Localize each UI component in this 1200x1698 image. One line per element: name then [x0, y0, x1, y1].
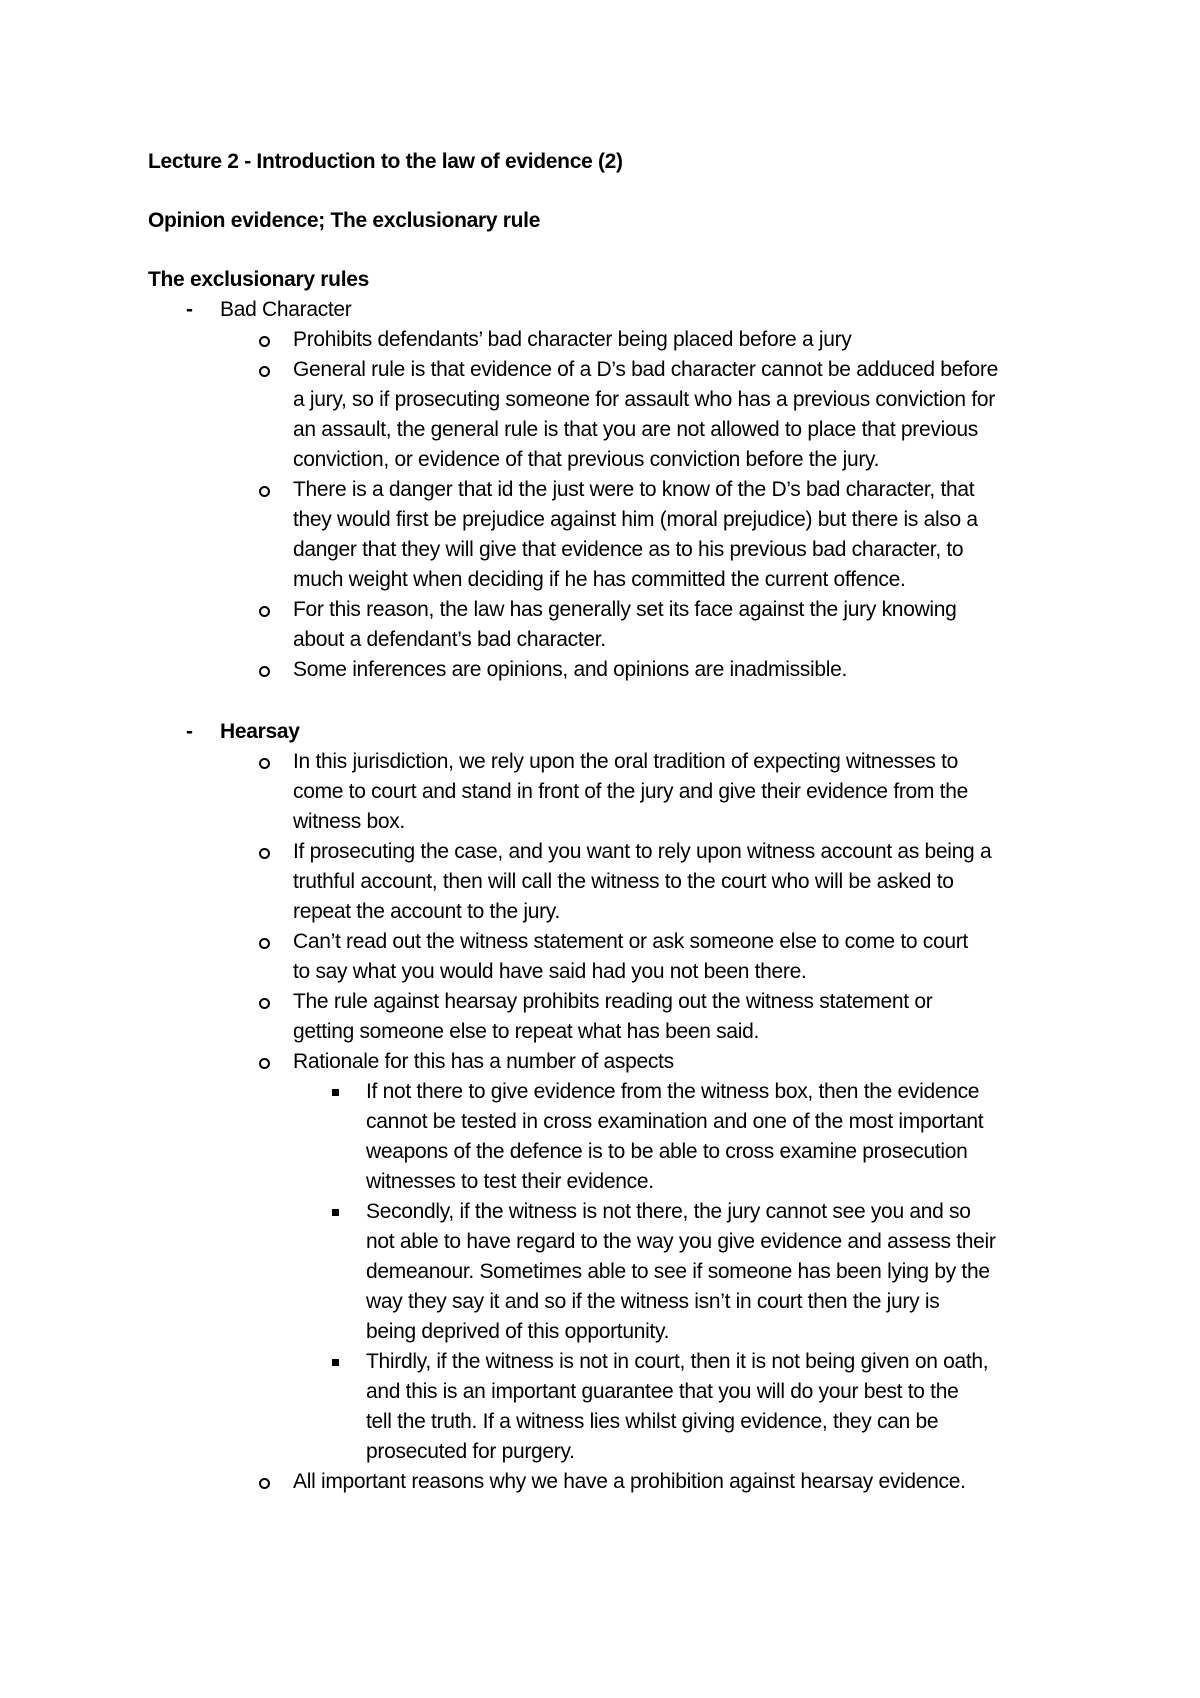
bad-character-heading: Bad Character — [220, 298, 352, 321]
circle-bullet-icon — [259, 848, 270, 859]
hearsay-point-1: witness box. — [293, 810, 405, 833]
hearsay-final-point: All important reasons why we have a prohibition against hearsay evidence. — [293, 1470, 966, 1493]
hearsay-sub-point-3: Thirdly, if the witness is not in court, then it is not being given on oath, — [366, 1350, 989, 1373]
circle-bullet-icon — [259, 486, 270, 497]
bad-character-point-2: a jury, so if prosecuting someone for assault who has a previous conviction for — [293, 388, 995, 411]
bad-character-point-3: danger that they will give that evidence as to his previous bad character, to — [293, 538, 964, 561]
hearsay-sub-point-3: and this is an important guarantee that you will do your best to the — [366, 1380, 959, 1403]
bad-character-point-5: Some inferences are opinions, and opinions are inadmissible. — [293, 658, 848, 681]
bad-character-point-4: about a defendant’s bad character. — [293, 628, 606, 651]
bad-character-point-3: they would first be prejudice against him (moral prejudice) but there is also a — [293, 508, 978, 531]
square-bullet-icon — [332, 1209, 339, 1216]
hearsay-heading: Hearsay — [220, 720, 300, 743]
hearsay-point-2: truthful account, then will call the witness to the court who will be asked to — [293, 870, 954, 893]
circle-bullet-icon — [259, 998, 270, 1009]
square-bullet-icon — [332, 1089, 339, 1096]
hearsay-point-4: getting someone else to repeat what has been said. — [293, 1020, 759, 1043]
hearsay-sub-point-1: If not there to give evidence from the witness box, then the evidence — [366, 1080, 980, 1103]
bad-character-point-2: conviction, or evidence of that previous conviction before the jury. — [293, 448, 880, 471]
bad-character-point-2: an assault, the general rule is that you are not allowed to place that previous — [293, 418, 978, 441]
circle-bullet-icon — [259, 366, 270, 377]
hearsay-sub-point-2: Secondly, if the witness is not there, the jury cannot see you and so — [366, 1200, 971, 1223]
hearsay-point-3: to say what you would have said had you not been there. — [293, 960, 807, 983]
hearsay-sub-point-2: demeanour. Sometimes able to see if someone has been lying by the — [366, 1260, 990, 1283]
bad-character-point-2: General rule is that evidence of a D’s bad character cannot be adduced before — [293, 358, 998, 381]
hearsay-point-2: If prosecuting the case, and you want to rely upon witness account as being a — [293, 840, 992, 863]
hearsay-point-1: In this jurisdiction, we rely upon the oral tradition of expecting witnesses to — [293, 750, 958, 773]
document-subtitle: Opinion evidence; The exclusionary rule — [148, 209, 541, 232]
bad-character-point-3: There is a danger that id the just were to know of the D’s bad character, that — [293, 478, 975, 501]
hearsay-sub-point-1: cannot be tested in cross examination and one of the most important — [366, 1110, 984, 1133]
circle-bullet-icon — [259, 938, 270, 949]
bad-character-point-3: much weight when deciding if he has committed the current offence. — [293, 568, 906, 591]
circle-bullet-icon — [259, 666, 270, 677]
document-title: Lecture 2 - Introduction to the law of evidence (2) — [148, 150, 623, 173]
hearsay-point-5: Rationale for this has a number of aspects — [293, 1050, 674, 1073]
hearsay-sub-point-3: prosecuted for purgery. — [366, 1440, 575, 1463]
bad-character-point-1: Prohibits defendants’ bad character being placed before a jury — [293, 328, 852, 351]
hearsay-point-1: come to court and stand in front of the jury and give their evidence from the — [293, 780, 968, 803]
hearsay-sub-point-1: witnesses to test their evidence. — [366, 1170, 654, 1193]
hearsay-sub-point-2: way they say it and so if the witness isn’t in court then the jury is — [366, 1290, 940, 1313]
circle-bullet-icon — [259, 758, 270, 769]
section-heading: The exclusionary rules — [148, 268, 369, 291]
circle-bullet-icon — [259, 336, 270, 347]
circle-bullet-icon — [259, 1058, 270, 1069]
hearsay-dash: - — [186, 720, 193, 743]
circle-bullet-icon — [259, 1478, 270, 1489]
hearsay-point-4: The rule against hearsay prohibits reading out the witness statement or — [293, 990, 933, 1013]
hearsay-sub-point-3: tell the truth. If a witness lies whilst giving evidence, they can be — [366, 1410, 939, 1433]
square-bullet-icon — [332, 1359, 339, 1366]
circle-bullet-icon — [259, 606, 270, 617]
hearsay-sub-point-1: weapons of the defence is to be able to cross examine prosecution — [366, 1140, 968, 1163]
hearsay-sub-point-2: being deprived of this opportunity. — [366, 1320, 670, 1343]
hearsay-point-3: Can’t read out the witness statement or ask someone else to come to court — [293, 930, 968, 953]
hearsay-point-2: repeat the account to the jury. — [293, 900, 560, 923]
bad-character-point-4: For this reason, the law has generally set its face against the jury knowing — [293, 598, 957, 621]
bad-character-dash: - — [186, 298, 193, 321]
hearsay-sub-point-2: not able to have regard to the way you give evidence and assess their — [366, 1230, 996, 1253]
